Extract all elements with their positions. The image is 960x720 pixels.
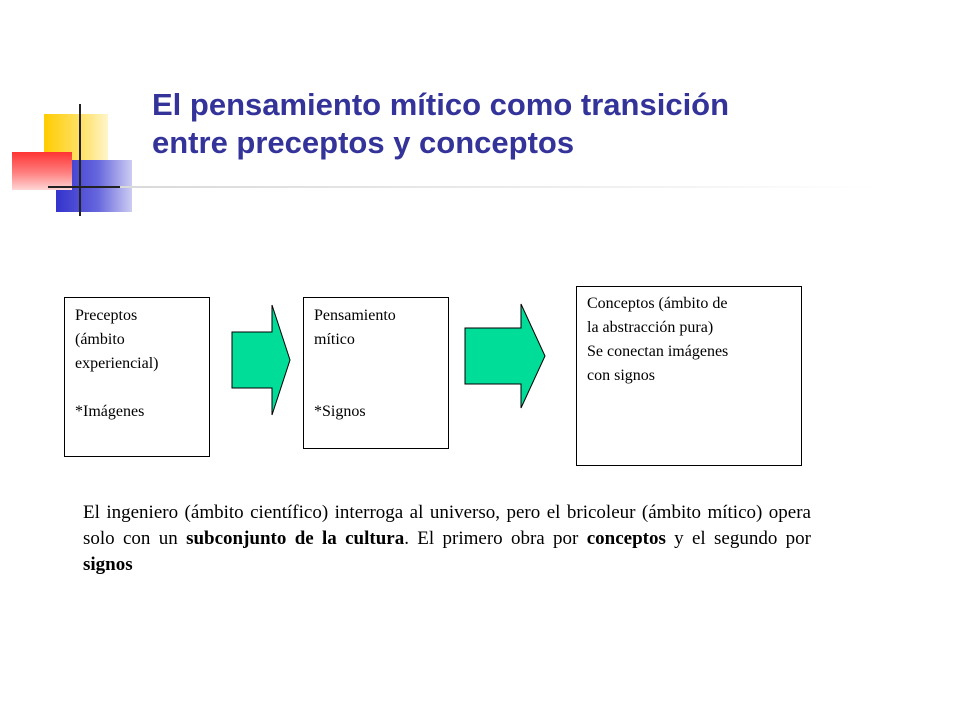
box-preceptos — [64, 297, 210, 457]
box-text-line: Preceptos — [75, 307, 138, 324]
box-text-line: Pensamiento — [314, 307, 396, 324]
box-text-line: Conceptos (ámbito de — [587, 295, 728, 312]
box-pensamiento-mitico — [303, 297, 449, 449]
box-spacer — [75, 376, 199, 400]
body-paragraph — [83, 500, 811, 578]
arrow-1-shape — [232, 305, 290, 415]
paragraph-bold-term: subconjunto de la cultura — [186, 528, 405, 549]
logo-red-square — [12, 152, 72, 190]
slide-title-line-1: El pensamiento mítico como transición — [152, 87, 730, 122]
box-text-line: con signos — [587, 367, 655, 384]
slide-title-line-2: entre preceptos y conceptos — [152, 125, 575, 160]
paragraph-text: . El primero obra por — [404, 528, 587, 549]
box-text-line: (ámbito — [75, 331, 125, 348]
box-spacer — [314, 376, 438, 400]
arrow-2-shape — [465, 304, 545, 408]
title-underline — [120, 186, 880, 188]
box-text-line: experiencial) — [75, 355, 159, 372]
paragraph-text: El ingeniero (ámbito científico) interroga al universo, pero el bricoleur (ámbito mítico) opera solo con un — [83, 502, 811, 549]
box-text-line: mítico — [314, 331, 355, 348]
arrow-right-icon — [464, 303, 546, 409]
paragraph-text: y el segundo por — [665, 528, 812, 549]
paragraph-bold-term: conceptos — [586, 528, 666, 549]
box-note: *Signos — [314, 403, 366, 420]
paragraph-bold-term: signos — [83, 554, 133, 575]
box-spacer — [314, 352, 438, 376]
slide-title — [152, 86, 912, 162]
arrow-right-icon — [231, 304, 291, 416]
box-conceptos — [576, 286, 802, 466]
box-text-line: la abstracción pura) — [587, 319, 714, 336]
box-note: *Imágenes — [75, 403, 145, 420]
logo-vertical-line — [79, 104, 81, 216]
box-text-line: Se conectan imágenes — [587, 343, 729, 360]
decorative-logo — [0, 0, 140, 230]
logo-horizontal-line — [48, 186, 130, 188]
